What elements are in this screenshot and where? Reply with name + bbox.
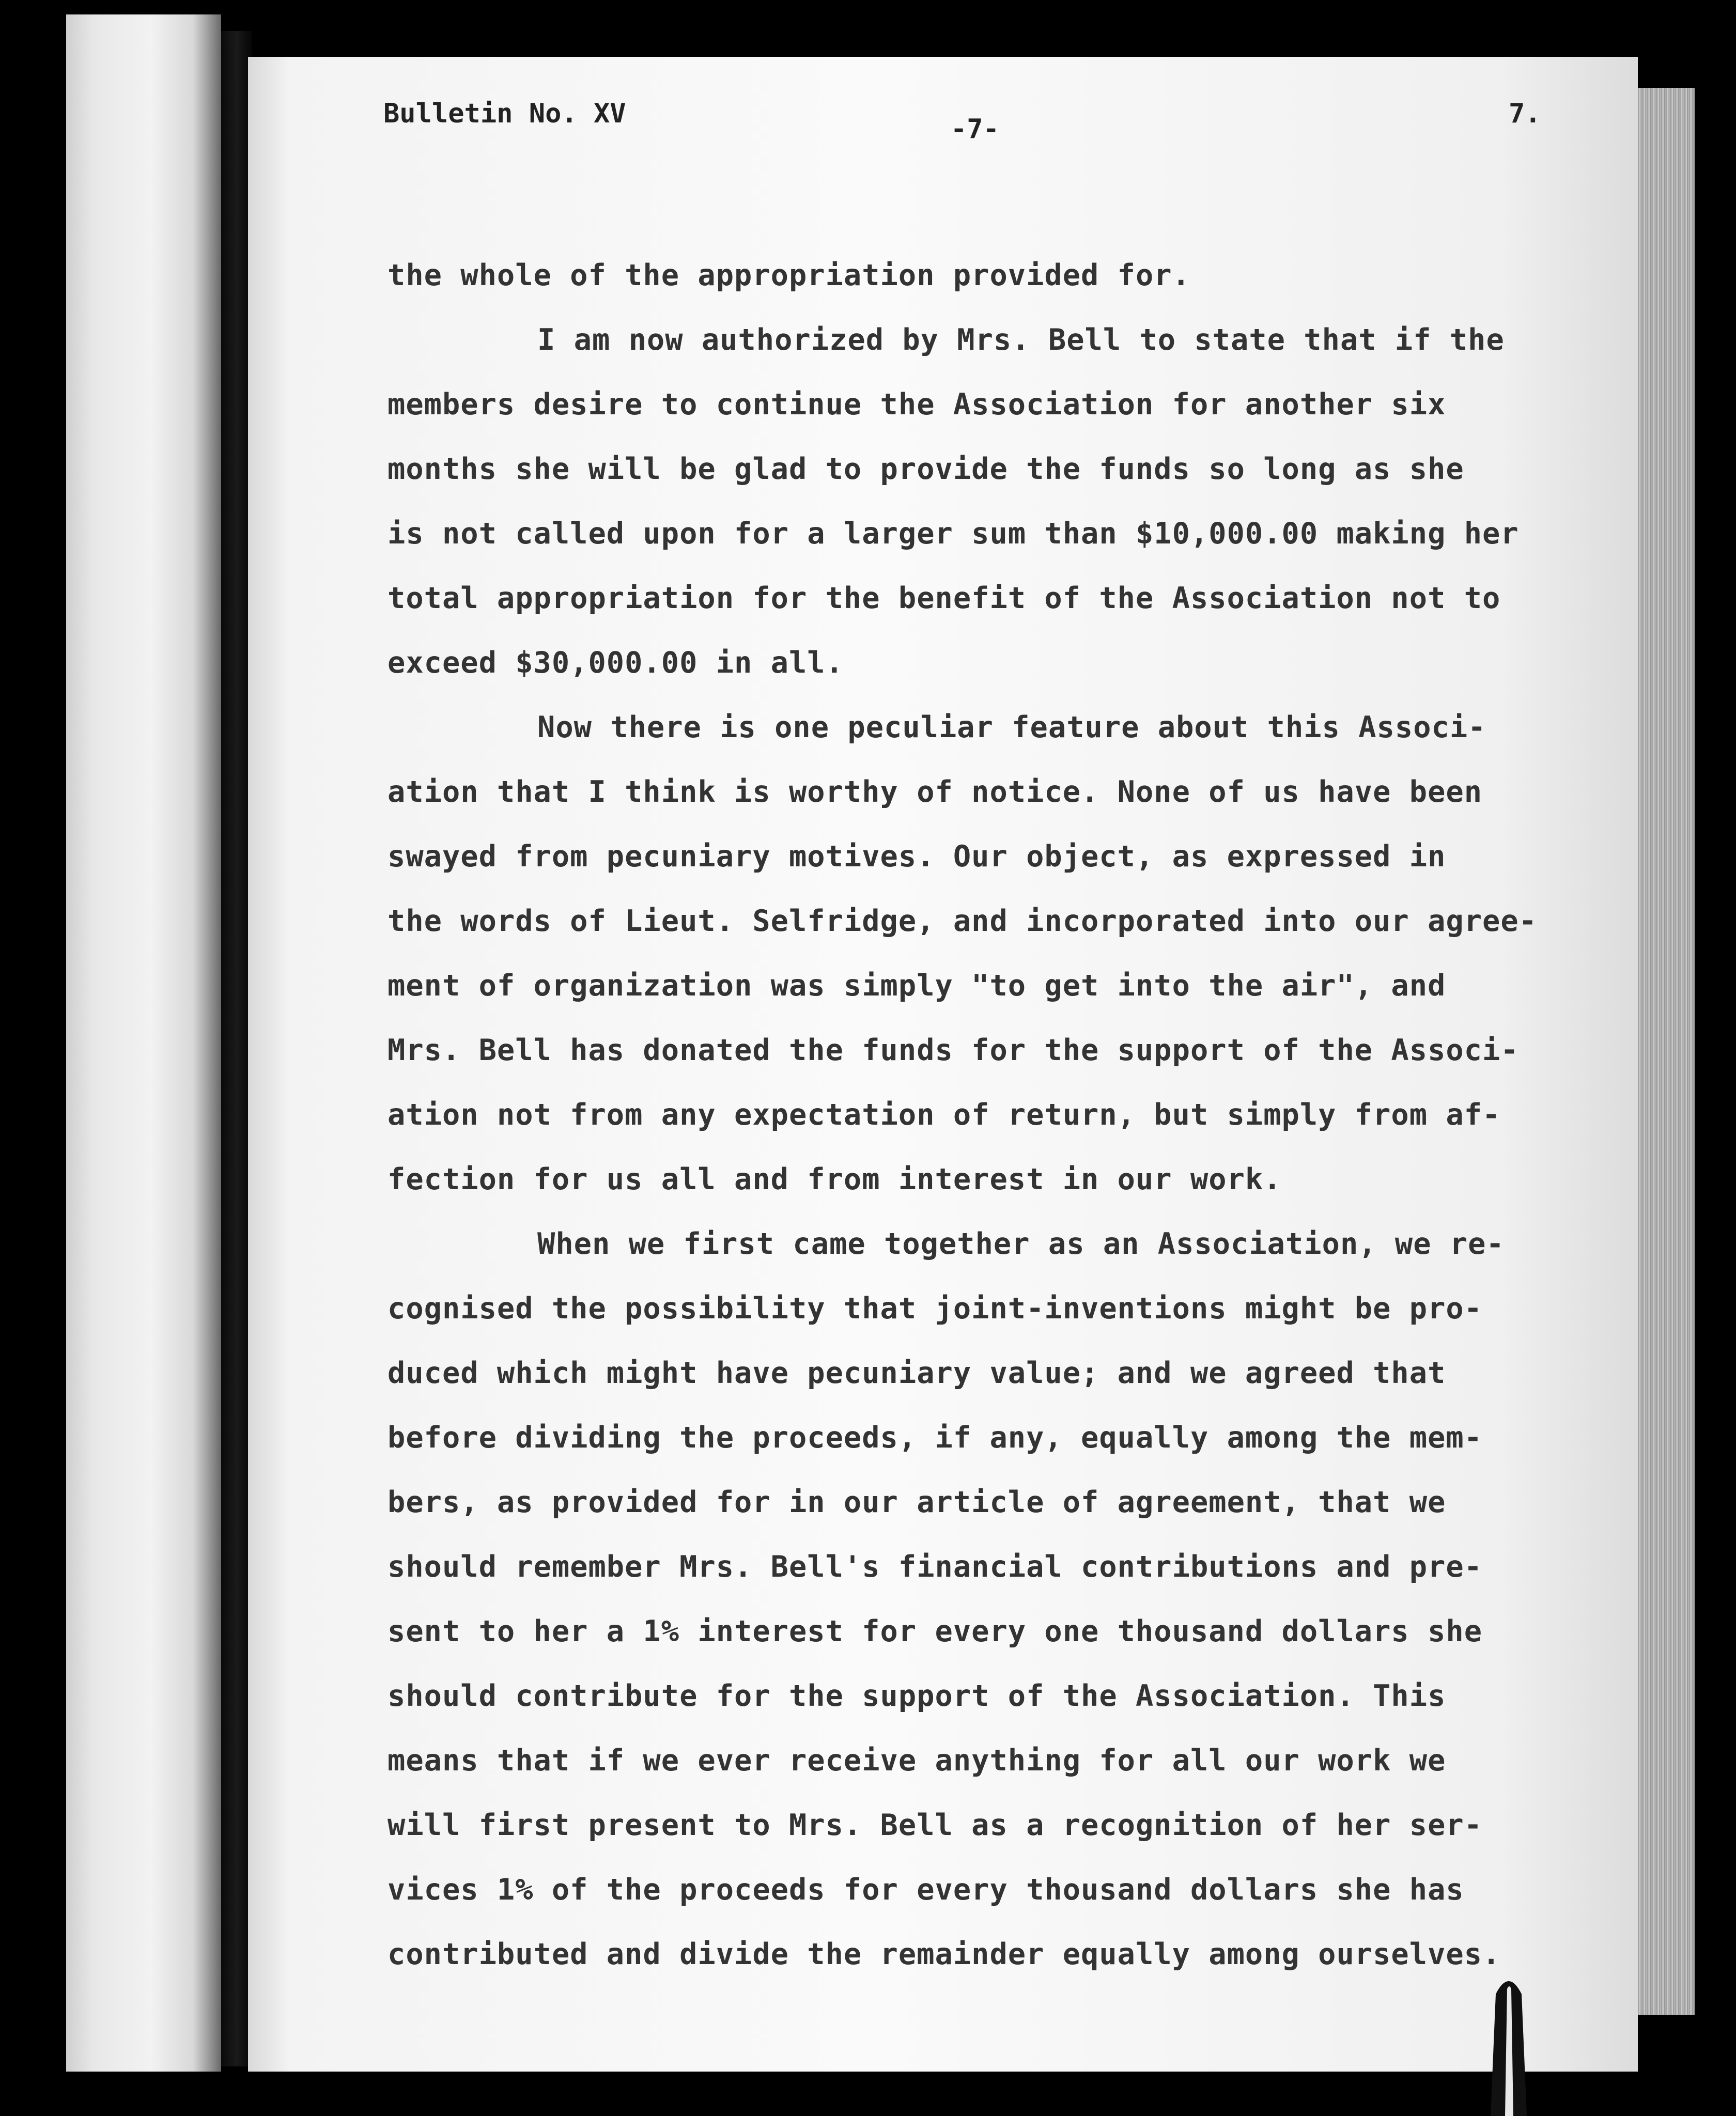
text-line: will first present to Mrs. Bell as a recognition of her ser- xyxy=(388,1808,1483,1842)
text-line: should contribute for the support of the Association. This xyxy=(388,1679,1446,1713)
text-line: exceed $30,000.00 in all. xyxy=(388,646,844,680)
left-facing-page xyxy=(66,14,221,2072)
text-line: duced which might have pecuniary value; and we agreed that xyxy=(388,1356,1446,1390)
text-line: fection for us all and from interest in our work. xyxy=(388,1162,1282,1196)
document-page xyxy=(248,57,1638,2072)
text-line: the whole of the appropriation provided for. xyxy=(388,258,1190,292)
text-line: I am now authorized by Mrs. Bell to state that if the xyxy=(537,323,1505,357)
pen-tip-icon xyxy=(1485,1973,1532,2116)
text-line: vices 1% of the proceeds for every thousand dollars she has xyxy=(388,1873,1464,1907)
text-line: cognised the possibility that joint-inventions might be pro- xyxy=(388,1292,1483,1326)
text-line: Mrs. Bell has donated the funds for the support of the Associ- xyxy=(388,1033,1519,1067)
text-line: before dividing the proceeds, if any, equally among the mem- xyxy=(388,1421,1483,1455)
text-line: members desire to continue the Association for another six xyxy=(388,387,1446,422)
text-line: contributed and divide the remainder equally among ourselves. xyxy=(388,1937,1501,1971)
text-line: bers, as provided for in our article of agreement, that we xyxy=(388,1485,1446,1519)
text-line: total appropriation for the benefit of the Association not to xyxy=(388,581,1501,615)
text-line: ment of organization was simply "to get into the air", and xyxy=(388,969,1446,1003)
bulletin-heading: Bulletin No. XV xyxy=(383,98,626,129)
text-line: months she will be glad to provide the funds so long as she xyxy=(388,452,1464,486)
page-number: 7. xyxy=(1509,98,1541,129)
text-line: swayed from pecuniary motives. Our object, as expressed in xyxy=(388,839,1446,874)
text-line: Now there is one peculiar feature about this Associ- xyxy=(537,710,1486,744)
text-line: means that if we ever receive anything for all our work we xyxy=(388,1744,1446,1778)
text-line: sent to her a 1% interest for every one thousand dollars she xyxy=(388,1614,1483,1648)
text-line: ation not from any expectation of return, but simply from af- xyxy=(388,1098,1501,1132)
text-line: should remember Mrs. Bell's financial contributions and pre- xyxy=(388,1550,1483,1584)
text-line: When we first came together as an Association, we re- xyxy=(537,1227,1505,1261)
text-line: ation that I think is worthy of notice. None of us have been xyxy=(388,775,1483,809)
center-page-number: -7- xyxy=(951,114,999,145)
text-line: the words of Lieut. Selfridge, and incorporated into our agree- xyxy=(388,904,1537,938)
text-line: is not called upon for a larger sum than $10,000.00 making her xyxy=(388,517,1519,551)
book-gutter xyxy=(221,31,252,2066)
